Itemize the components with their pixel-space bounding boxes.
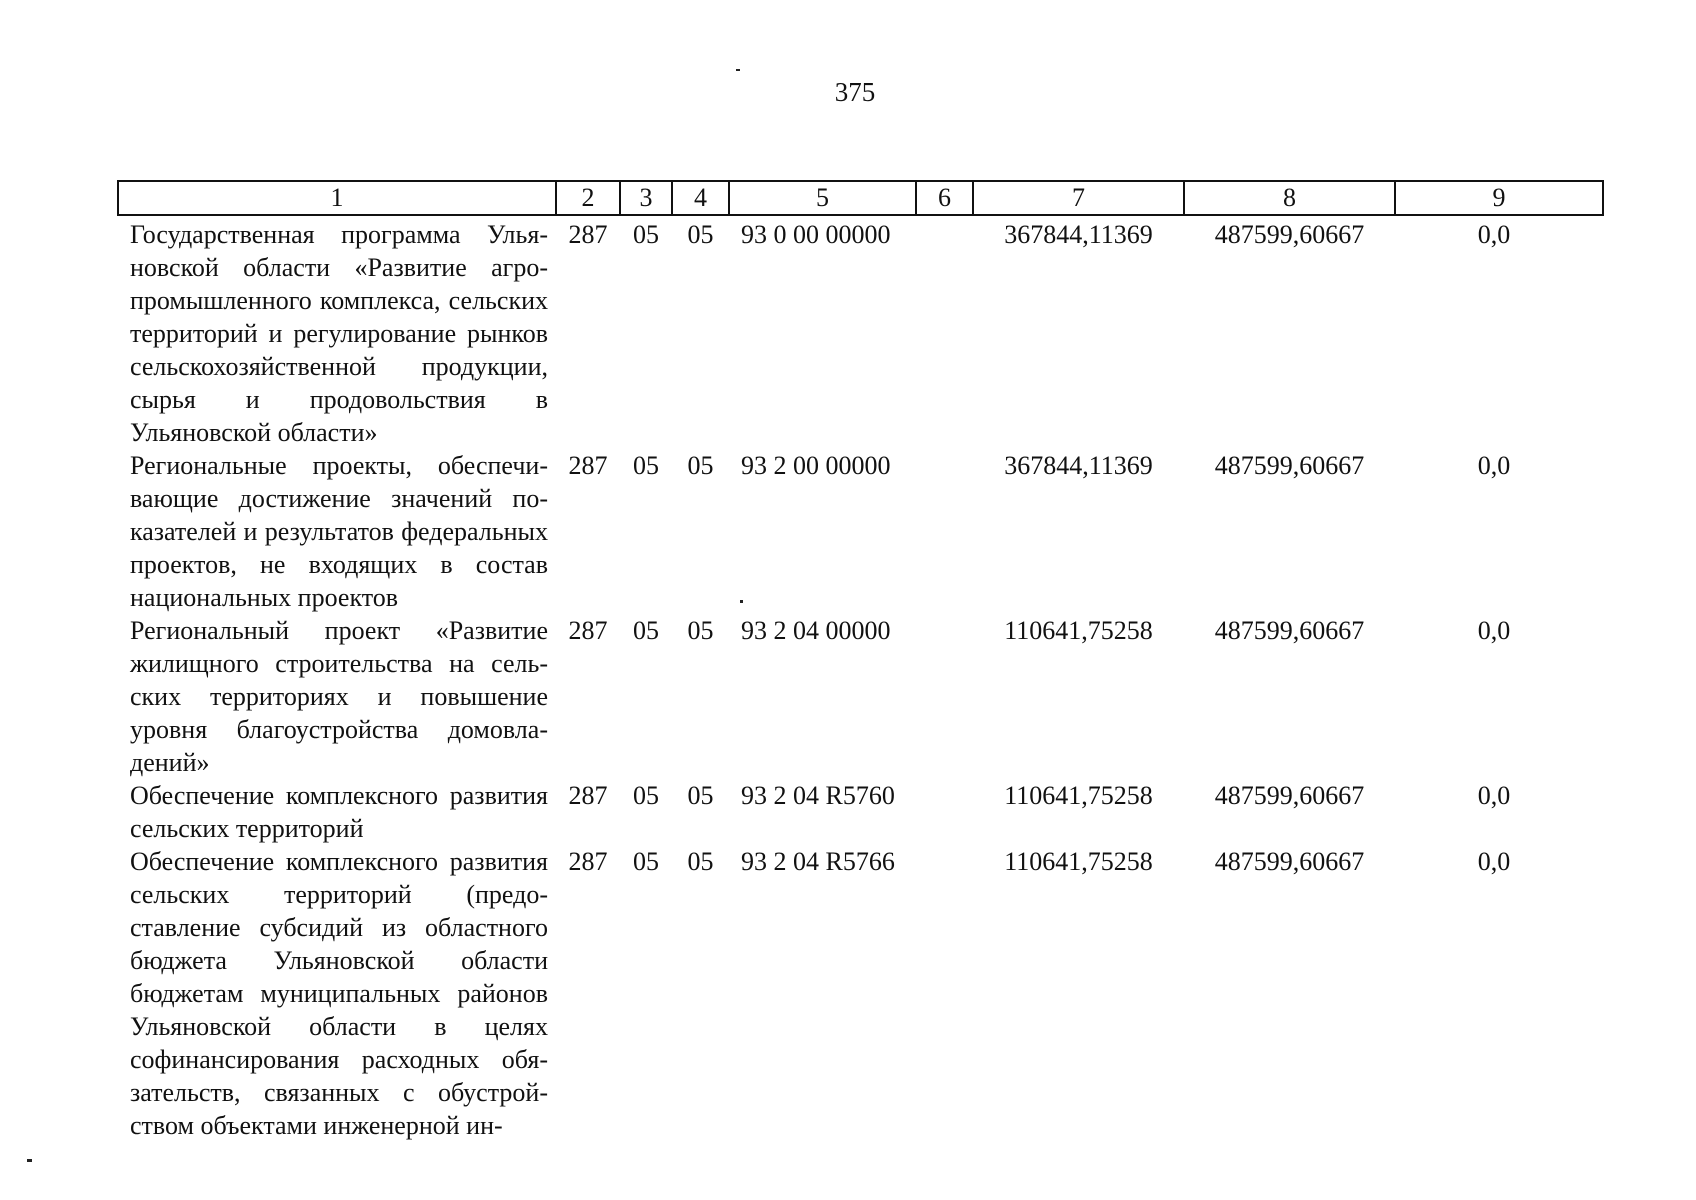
row-subsection-code: 05 bbox=[687, 220, 714, 249]
table-row bbox=[118, 449, 1603, 614]
table-row bbox=[118, 845, 1603, 1142]
header-col-5: 5 bbox=[729, 181, 916, 215]
header-col-6: 6 bbox=[916, 181, 973, 215]
row-amount-col7: 110641,75258 bbox=[1004, 616, 1153, 645]
row-amount-col7: 110641,75258 bbox=[1004, 781, 1153, 810]
row-amount-col7: 367844,11369 bbox=[1004, 451, 1153, 480]
page-number: 375 bbox=[834, 77, 876, 107]
row-ministry-code: 287 bbox=[568, 847, 608, 876]
row-amount-col7: 367844,11369 bbox=[1004, 220, 1153, 249]
row-target-code: 93 2 04 00000 bbox=[741, 616, 891, 645]
row-section-code: 05 bbox=[633, 451, 659, 480]
row-amount-col9: 0,0 bbox=[1477, 847, 1511, 876]
row-description: Государственная программа Ульяновской области «Развитие агропромышленного комплекса, сельских территорий и регулирование рынков сельскохозяйственной продукции, сырья и продовольствия в Ульяновской области» bbox=[130, 220, 548, 447]
row-description: Обеспечение комплексного развития сельских территорий bbox=[130, 781, 548, 843]
row-amount-col7: 110641,75258 bbox=[1004, 847, 1153, 876]
header-col-7: 7 bbox=[973, 181, 1184, 215]
table-row bbox=[118, 779, 1603, 845]
row-expense-type bbox=[916, 779, 973, 845]
row-subsection-code: 05 bbox=[687, 451, 714, 480]
row-target-code: 93 2 04 R5760 bbox=[741, 781, 895, 810]
row-expense-type bbox=[916, 845, 973, 1142]
table-row bbox=[118, 215, 1603, 449]
row-ministry-code: 287 bbox=[568, 781, 608, 810]
table-header bbox=[118, 181, 1603, 215]
row-amount-col9: 0,0 bbox=[1477, 616, 1511, 645]
budget-table bbox=[117, 180, 1604, 1142]
row-section-code: 05 bbox=[633, 847, 659, 876]
row-amount-col8: 487599,60667 bbox=[1214, 451, 1365, 480]
row-description: Региональный проект «Развитие жилищного строительства на сельских территориях и повышение уровня благоустройства домовладений» bbox=[130, 616, 548, 777]
row-description: Обеспечение комплексного развития сельских территорий (предоставление субсидий из областного бюджета Ульяновской области бюджетам муниципальных районов Ульяновской области в целях софинансирования расходных обязательств, связанных с обустройством объектами инженерной ин- bbox=[130, 847, 548, 1140]
row-ministry-code: 287 bbox=[568, 451, 608, 480]
row-section-code: 05 bbox=[633, 220, 659, 249]
row-section-code: 05 bbox=[633, 616, 659, 645]
row-amount-col8: 487599,60667 bbox=[1214, 616, 1365, 645]
row-subsection-code: 05 bbox=[687, 847, 714, 876]
row-amount-col8: 487599,60667 bbox=[1214, 781, 1365, 810]
row-target-code: 93 2 00 00000 bbox=[741, 451, 891, 480]
header-col-1: 1 bbox=[118, 181, 556, 215]
row-ministry-code: 287 bbox=[568, 616, 608, 645]
row-amount-col8: 487599,60667 bbox=[1214, 220, 1365, 249]
header-col-3: 3 bbox=[620, 181, 672, 215]
row-amount-col9: 0,0 bbox=[1477, 781, 1511, 810]
row-description: Региональные проекты, обеспечивающие достижение значений показателей и результатов федеральных проектов, не входящих в состав национальных проектов bbox=[130, 451, 548, 612]
header-col-8: 8 bbox=[1184, 181, 1395, 215]
header-col-2: 2 bbox=[556, 181, 620, 215]
row-expense-type bbox=[916, 215, 973, 449]
row-amount-col8: 487599,60667 bbox=[1214, 847, 1365, 876]
row-expense-type bbox=[916, 449, 973, 614]
row-ministry-code: 287 bbox=[568, 220, 608, 249]
header-row bbox=[118, 181, 1603, 215]
header-col-4: 4 bbox=[672, 181, 729, 215]
table-body bbox=[118, 215, 1603, 1142]
scan-speck-middle bbox=[740, 600, 743, 603]
row-subsection-code: 05 bbox=[687, 616, 714, 645]
row-subsection-code: 05 bbox=[687, 781, 714, 810]
header-col-9: 9 bbox=[1395, 181, 1603, 215]
row-section-code: 05 bbox=[633, 781, 659, 810]
row-target-code: 93 0 00 00000 bbox=[741, 220, 891, 249]
table-row bbox=[118, 614, 1603, 779]
row-expense-type bbox=[916, 614, 973, 779]
row-amount-col9: 0,0 bbox=[1477, 451, 1511, 480]
scan-speck-top bbox=[736, 69, 740, 71]
row-target-code: 93 2 04 R5766 bbox=[741, 847, 895, 876]
row-amount-col9: 0,0 bbox=[1477, 220, 1511, 249]
scan-speck-left bbox=[27, 1159, 32, 1162]
